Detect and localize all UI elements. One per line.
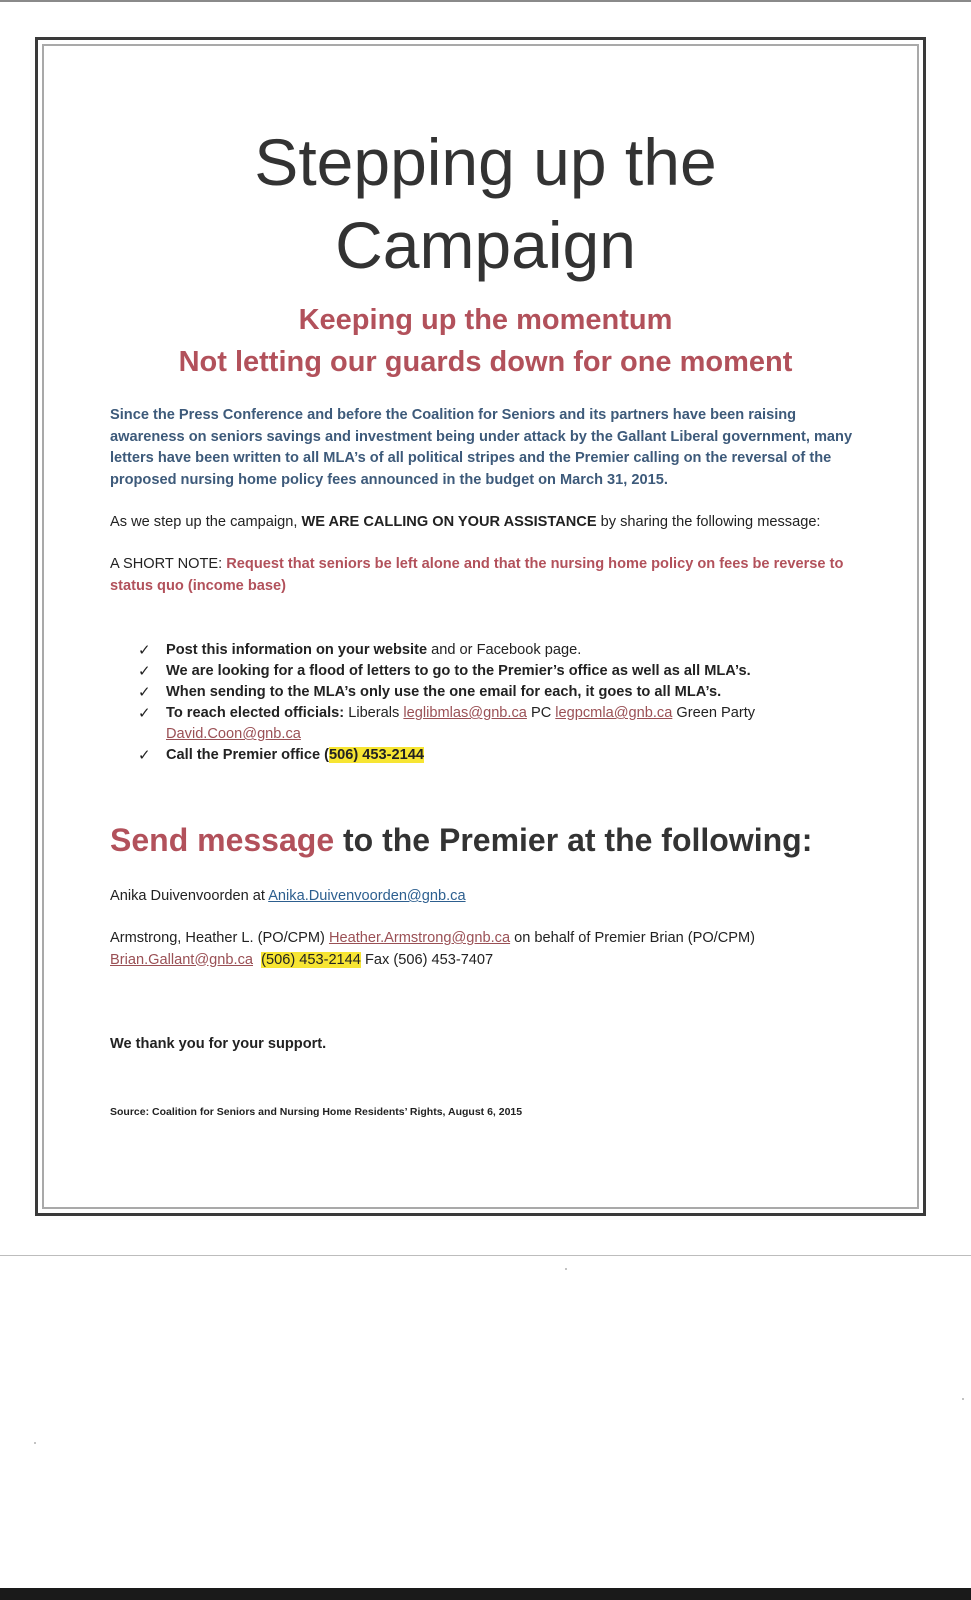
pc-email-link[interactable]: legpcmla@gnb.ca — [555, 705, 673, 721]
contact-armstrong-prefix: Armstrong, Heather L. (PO/CPM) — [110, 930, 329, 946]
scan-speck — [565, 1268, 567, 1270]
list-item — [138, 640, 838, 661]
send-message-heading — [110, 818, 930, 862]
subtitle-line-1: Keeping up the momentum — [298, 304, 673, 336]
heather-email-link[interactable]: Heather.Armstrong@gnb.ca — [328, 930, 511, 946]
bullet-2-text: We are looking for a flood of letters to go to the Premier’s office as well as all MLA’s. — [166, 663, 751, 679]
checkmark-icon: ✓ — [138, 747, 151, 764]
green-label: Green Party — [672, 705, 756, 721]
calling-emphasis: WE ARE CALLING ON YOUR ASSISTANCE — [301, 514, 597, 530]
list-item — [138, 661, 838, 682]
send-heading-rest: to the Premier at the following: — [334, 822, 813, 858]
checkmark-icon: ✓ — [138, 663, 151, 680]
contact-armstrong-middle: on behalf of Premier Brian (PO/CPM) — [510, 930, 756, 946]
list-item — [138, 682, 838, 703]
scan-page-split — [0, 1255, 971, 1256]
subtitle-line-2: Not letting our guards down for one moment — [178, 346, 793, 378]
bullet-5-bold: Call the Premier office ( — [166, 747, 330, 763]
thanks-line: We thank you for your support. — [110, 1036, 327, 1052]
scan-bottom-edge — [0, 1588, 971, 1600]
contact-anika — [110, 886, 860, 908]
checkmark-icon: ✓ — [138, 642, 151, 659]
bullet-4-bold: To reach elected officials: — [166, 705, 345, 721]
intro-paragraph: Since the Press Conference and before the Coalition for Seniors and its partners have been raising awareness on seniors savings and investment being under attack by the Gallant Liberal government, many letters have been written to all MLA’s of all political stripes and the Premier calling on the reversal of the proposed nursing home policy fees announced in the budget on March 31, 2015. — [110, 407, 853, 488]
short-note — [110, 554, 860, 597]
list-item — [138, 703, 838, 745]
scan-speck — [34, 1442, 36, 1444]
checkmark-icon: ✓ — [138, 684, 151, 701]
scan-top-edge — [0, 0, 971, 2]
short-note-label: A SHORT NOTE: — [110, 556, 227, 572]
source-citation: Source: Coalition for Seniors and Nursing Home Residents’ Rights, August 6, 2015 — [110, 1106, 523, 1118]
title-line-1: Stepping up the — [254, 125, 717, 199]
bullet-3-text: When sending to the MLA’s only use the one email for each, it goes to all MLA’s. — [166, 684, 722, 700]
anika-email-link[interactable]: Anika.Duivenvoorden@gnb.ca — [268, 888, 466, 904]
green-email-link[interactable]: David.Coon@gnb.ca — [166, 726, 301, 742]
list-item — [138, 745, 838, 766]
calling-suffix: by sharing the following message: — [596, 514, 821, 530]
fax-text: Fax (506) 453-7407 — [360, 951, 494, 968]
action-list — [138, 640, 838, 766]
liberals-label: Liberals — [344, 705, 404, 721]
contact-anika-text: Anika Duivenvoorden at — [110, 888, 269, 904]
liberals-email-link[interactable]: leglibmlas@gnb.ca — [403, 705, 527, 721]
premier-phone-highlight-2: (506) 453-2144 — [261, 951, 361, 968]
short-note-text: Request that seniors be left alone and that the nursing home policy on fees be reverse to status quo (income base) — [110, 556, 844, 594]
bullet-1-rest: and or Facebook page. — [427, 642, 582, 658]
checkmark-icon: ✓ — [138, 705, 151, 722]
title-line-2: Campaign — [335, 208, 636, 282]
brian-email-link[interactable]: Brian.Gallant@gnb.ca — [110, 951, 253, 968]
premier-phone-highlight: 506) 453-2144 — [329, 747, 424, 763]
bullet-1-bold: Post this information on your website — [166, 642, 428, 658]
scan-speck — [962, 1398, 964, 1400]
send-heading-red: Send message — [110, 822, 335, 858]
calling-prefix: As we step up the campaign, — [110, 514, 302, 530]
pc-label: PC — [526, 705, 556, 721]
calling-line — [110, 512, 860, 534]
contact-armstrong — [110, 928, 860, 971]
